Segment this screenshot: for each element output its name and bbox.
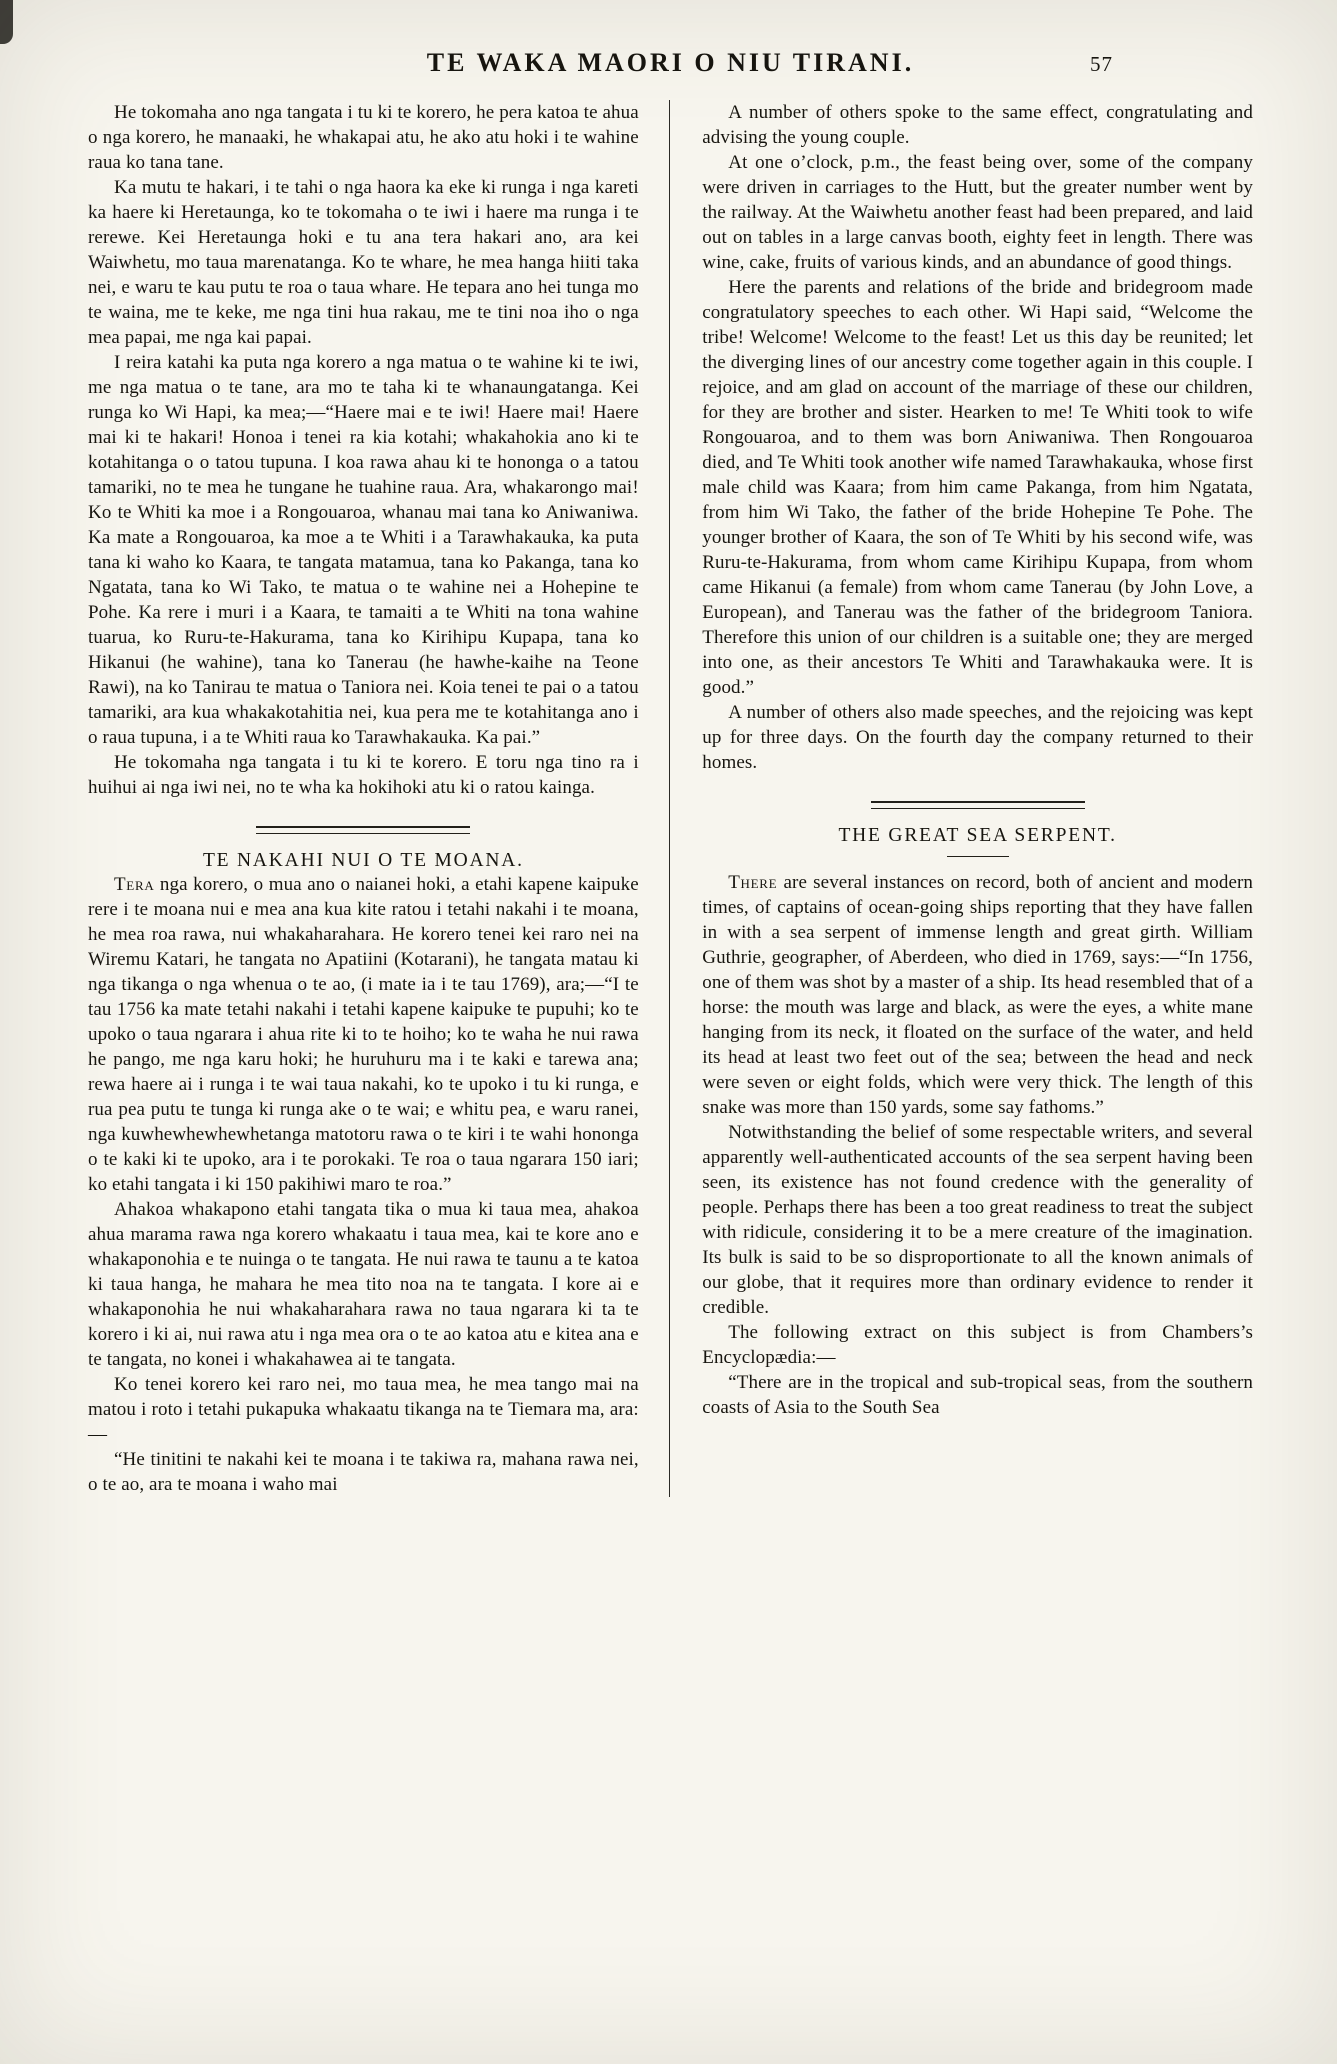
heading-rule	[947, 856, 1009, 857]
page-number: 57	[1090, 52, 1113, 76]
paragraph: A number of others spoke to the same effect, congratulating and advising the young couple.	[702, 102, 1253, 148]
masthead	[88, 48, 1253, 84]
paragraph-lead: Tera	[114, 874, 155, 895]
paragraph: Ka mutu te hakari, i te tahi o nga haora ka eke ki runga i nga kareti ka haere ki Heretaunga, ko te tokomaha o te iwi i haere ma runga i te rerewe. Kei Heretaunga hoki e tu ana tera hakari ano, ara kei Waiwhetu, mo taua marenatanga. Ko te whare, he mea hanga hiiti taka nei, e waru te kau putu te roa o taua whare. He tepara ano hei tunga mo te waina, me te keke, me nga tini hua rakau, me te tini noa iho o nga mea papai, me nga kai papai.	[88, 177, 639, 348]
two-column-layout	[88, 100, 1253, 1497]
paragraph: I reira katahi ka puta nga korero a nga matua o te wahine ki te iwi, me nga matua o te tane, ara mo te taha ki te whanaungatanga. Kei runga ko Wi Hapi, ka mea;—“Haere mai e te iwi! Haere mai! Haere mai ki te hakari! Honoa i tenei ra kia kotahi; whakahokia ano ki te kotahitanga o o tatou tupuna. I koa rawa ahau ki te hononga o a tatou tamariki, no te mea he tungane he tuahine raua. Ara, whakarongo mai! Ko te Whiti ka moe i a Rongouaroa, whanau mai tana ko Aniwaniwa. Ka mate a Rongouaroa, ka moe a te Whiti i a Tarawhakauka, ka puta tana ki waho ko Kaara, te tangata matamua, tana ko Pakanga, tana ko Ngatata, tana ko Wi Tako, te matua o te wahine nei a Hohepine te Pohe. Ka rere i muri i a Kaara, te tamaiti a te Whiti na tona wahine tuarua, ko Ruru-te-Hakurama, tana ko Kirihipu Kupapa, tana ko Hikanui (he wahine), tana ko Tanerau (he hawhe-kaihe na Teone Rawi), na ko Tanirau te matua o Taniora nei. Koia tenei te pai o a tatou tamariki, ara kua whakakotahitia nei, kua pera me te kotahitanga ano i o raua tupuna, i a te Whiti raua ko Tarawhakauka. Ka pai.”	[88, 352, 639, 748]
paragraph-text: are several instances on record, both of ancient and modern times, of captains of ocean-going ships reporting that they have fallen in with a sea serpent of immense length and great girth. William Guthrie, geographer, of Aberdeen, who died in 1769, says:—“In 1756, one of them was shot by a master of a ship. Its head resembled that of a horse: the mouth was large and black, as were the eyes, a white mane hanging from its neck, it floated on the surface of the water, and held its head at least two feet out of the sea; between the head and neck were seven or eight folds, which were very thick. The length of this snake was more than 150 yards, some say fathoms.”	[702, 872, 1253, 1118]
paragraph: A number of others also made speeches, and the rejoicing was kept up for three days. On the fourth day the company returned to their homes.	[702, 702, 1253, 773]
paragraph	[702, 870, 1253, 1120]
paragraph: “There are in the tropical and sub-tropical seas, from the southern coasts of Asia to the South Sea	[702, 1372, 1253, 1418]
paragraph: Ahakoa whakapono etahi tangata tika o mua ki taua mea, ahakoa ahua marama rawa nga korero whakaatu i taua mea, kai te kore ano e whakaponohia e te nuinga o te tangata. He nui rawa te taunu a te katoa ki taua hanga, he mahara he mea tito noa na te tangata. I kore ai e whakaponohia he nui whakaharahara rawa no taua ngarara ki ta te korero i ki ai, nui rawa atu i nga mea ora o te ao katoa atu e kitea ana e te tangata, no konei i whakahawea ai te tangata.	[88, 1199, 639, 1370]
paragraph: He tokomaha ano nga tangata i tu ki te korero, he pera katoa te ahua o nga korero, he manaaki, he whakapai atu, he ako atu hoki i te wahine raua ko tana tane.	[88, 102, 639, 173]
paragraph	[88, 872, 639, 1197]
paragraph: Notwithstanding the belief of some respectable writers, and several apparently well-authenticated accounts of the sea serpent having been seen, its existence has not found credence with the generality of people. Perhaps there has been a too great readiness to treat the subject with ridicule, considering it to be a mere creature of the imagination. Its bulk is said to be so disproportionate to all the known animals of our globe, that it requires more than ordinary evidence to render it credible.	[702, 1122, 1253, 1318]
section-heading-english: THE GREAT SEA SERPENT.	[838, 825, 1117, 846]
left-column	[88, 100, 669, 1497]
paragraph-text: nga korero, o mua ano o naianei hoki, a etahi kapene kaipuke rere i te moana nui e mea ana kua kite ratou i tetahi nakahi i te moana, he mea roa rawa, nui whakaharahara. He korero tenei kei raro nei na Wiremu Katari, he tangata no Apatiini (Kotarani), he tangata matau ki nga tikanga o nga whenua o te ao, (i mate ia i te tau 1769), ara;—“I te tau 1756 ka mate tetahi nakahi i tetahi kapene kaipuke te pupuhi; ko te upoko o taua ngarara i ahua rite ki to te hoiho; ko te waha he nui rawa he pango, me nga karu hoki; he huruhuru ma i te kaki e tarewa ana; rewa haere ai i runga i te wai taua nakahi, ko te upoko i tu ki runga, e rua pea putu te tunga ki runga ake o te wai; e whitu pea, e waru ranei, nga kuwhewhewhewhetanga matotoru rawa o te kiri i te wahi hononga o te kaki ki te upoko, ara i te porokaki. Te roa o taua ngarara 150 iari; ko etahi tangata i ki 150 pakihiwi maro te roa.”	[88, 874, 639, 1195]
section-divider	[256, 826, 470, 834]
section-heading-maori: TE NAKAHI NUI O TE MOANA.	[202, 850, 524, 871]
paragraph: At one o’clock, p.m., the feast being over, some of the company were driven in carriages to the Hutt, but the greater number went by the railway. At the Waiwhetu another feast had been prepared, and laid out on tables in a large canvas booth, eighty feet in length. There was wine, cake, fruits of various kinds, and an abundance of good things.	[702, 152, 1253, 273]
scan-corner-mark	[0, 0, 13, 44]
paragraph: Ko tenei korero kei raro nei, mo taua mea, he mea tango mai na matou i roto i tetahi pukapuka whakaatu tikanga na te Tiemara ma, ara:—	[88, 1374, 639, 1445]
paragraph-lead: There	[728, 872, 778, 893]
paragraph: He tokomaha nga tangata i tu ki te korero. E toru nga tino ra i huihui ai nga iwi nei, no te wha ka hokihoki atu ki o ratou kainga.	[88, 752, 639, 798]
section-divider	[871, 801, 1085, 809]
paragraph: The following extract on this subject is from Chambers’s Encyclopædia:—	[702, 1322, 1253, 1368]
page-title: TE WAKA MAORI O NIU TIRANI.	[426, 48, 915, 77]
paragraph: Here the parents and relations of the bride and bridegroom made congratulatory speeches to each other. Wi Hapi said, “Welcome the tribe! Welcome! Welcome to the feast! Let us this day be reunited; let the diverging lines of our ancestry come together again in this couple. I rejoice, and am glad on account of the marriage of these our children, for they are brother and sister. Hearken to me! Te Whiti took to wife Rongouaroa, and to them was born Aniwaniwa. Then Rongouaroa died, and Te Whiti took another wife named Tarawhakauka, whose first male child was Kaara; from him came Pakanga, from him Ngatata, from him Wi Tako, the father of the bride Hohepine Te Pohe. The younger brother of Kaara, the son of Te Whiti by his second wife, was Ruru-te-Hakurama, from whom came Kirihipu Kupapa, from whom came Hikanui (a female) from whom came Tanerau (by John Love, a European), and Tanerau was the father of the bridegroom Taniora. Therefore this union of our children is a suitable one; they are merged into one, as their ancestors Te Whiti and Tarawhakauka were. It is good.”	[702, 277, 1253, 698]
right-column	[670, 100, 1253, 1497]
paragraph: “He tinitini te nakahi kei te moana i te takiwa ra, mahana rawa nei, o te ao, ara te moana i waho mai	[88, 1449, 639, 1495]
